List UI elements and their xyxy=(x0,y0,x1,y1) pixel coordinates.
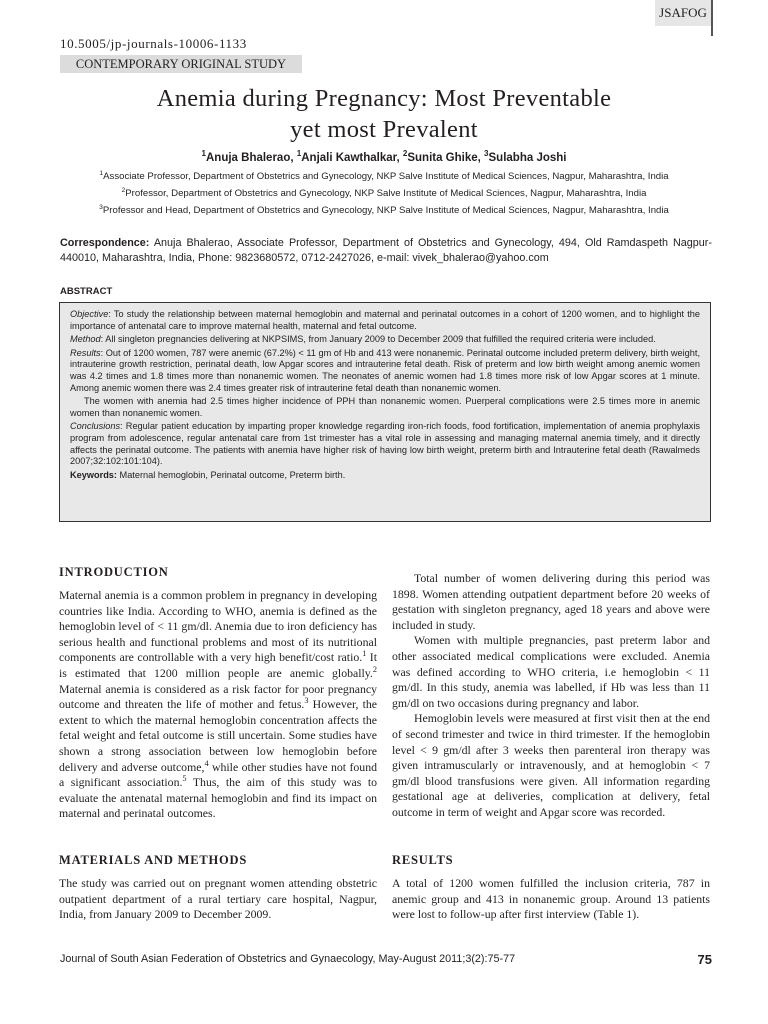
introduction-body xyxy=(59,588,377,822)
doi: 10.5005/jp-journals-10006-1133 xyxy=(60,36,247,51)
affiliation-sup: 2 xyxy=(121,186,126,194)
affiliation xyxy=(60,188,708,199)
author-sup: 2 xyxy=(402,149,408,159)
affiliation-sup: 1 xyxy=(99,169,104,177)
author-name: Sulabha Joshi xyxy=(488,152,567,164)
author-sup: 3 xyxy=(484,149,489,159)
methods-paragraph: Total number of women delivering during this period was 1898. Women attending outpatient department before 20 weeks of gestation with singleton pregnancy, aged 18 years and above were included in study. xyxy=(392,571,710,632)
methods-body xyxy=(59,876,377,923)
conclusions-text: : Regular patient education by imparting proper knowledge regarding iron-rich foods, food fortification, implementation of anemia prophylaxis program from adolescence, regular antenatal care from 1st trimester has a vital role in assessing and managing maternal anemia timely, and it directly affects the perinatal outcome. The patients with anemia have higher risk of having low birth weight, preterm birth and Intrauterine fetal death (Rawalmeds 2007;32:102:101:104). xyxy=(70,421,700,467)
results-text: : Out of 1200 women, 787 were anemic (67.2%) < 11 gm of Hb and 413 were nonanemic. Perinatal outcome included preterm delivery, birth weight, intrauterine growth restriction, perinatal death, low Apgar scores and intrauterine fetal death. Risk of preterm and low birth weight among anemic women was 4.2 times and 1.8 times more than nonanemic women. The neonates of anemic women had 1.8 times more risk of low Apgar scores at 1 minute. Among anemic women there was 2.4 times greater risk of intrauterine fetal death than nonanemic women. xyxy=(70,347,700,393)
affiliation xyxy=(60,205,708,216)
author-list: $^1$Anuja Bhalerao, $^1$Anjali Kawthalkar, $^2$Sunita Ghike, $^3$Sulabha Joshi xyxy=(201,149,567,164)
citation-ref: 2 xyxy=(372,665,377,675)
citation-ref: 5 xyxy=(182,774,187,784)
keywords-text: Maternal hemoglobin, Perinatal outcome, Preterm birth. xyxy=(119,469,346,480)
intro-text: Thus, the aim of this study was to evaluate the antenatal maternal hemoglobin and find its impact on maternal and perinatal outcomes. xyxy=(59,775,377,821)
intro-text: while other studies have not found a significant association. xyxy=(59,759,377,790)
journal-citation: Journal of South Asian Federation of Obstetrics and Gynaecology, May-August 2011;3(2):75-77 xyxy=(60,953,516,965)
title-line-1: Anemia during Pregnancy: Most Preventable xyxy=(156,85,612,112)
abstract-conclusions xyxy=(70,421,700,467)
abstract-results-2: The women with anemia had 2.5 times higher incidence of PPH than nonanemic women. Puerperal complications were 2.5 times more in anemic women than nonanemic women. xyxy=(70,396,700,418)
results-heading: RESULTS xyxy=(392,853,454,867)
author-name: Sunita Ghike xyxy=(407,152,478,164)
intro-text: Maternal anemia is a common problem in pregnancy in developing countries like India. According to WHO, anemia is defined as the hemoglobin level of < 11 gm/dl. Anemia due to iron deficiency has serious health and functional problems and most of its nutritional components are controllable with a very high benefit/cost ratio. xyxy=(59,588,377,665)
objective-label: Objective xyxy=(70,309,109,319)
introduction-paragraph xyxy=(59,588,377,822)
method-label: Method xyxy=(70,334,101,345)
affiliation xyxy=(60,171,708,182)
keywords-label: Keywords: xyxy=(70,469,117,480)
conclusions-label: Conclusions xyxy=(70,421,121,432)
methods-paragraph: The study was carried out on pregnant women attending obstetric outpatient department of a rural tertiary care hospital, Nagpur, India, from January 2009 to December 2009. xyxy=(59,876,377,922)
title-line-2: yet most Prevalent xyxy=(290,116,478,143)
intro-text: It is estimated that 1200 million people are anemic globally. xyxy=(59,650,377,680)
author-sup: 1 xyxy=(201,149,206,159)
methods-heading: MATERIALS AND METHODS xyxy=(59,853,248,867)
author-name: Anuja Bhalerao xyxy=(206,152,291,164)
methods-paragraph: Hemoglobin levels were measured at first visit then at the end of second trimester and twice in third trimester. If the hemoglobin level < 9 gm/dl after 3 weeks then parenteral iron therapy was given intramuscularly or intravenously, and at hemoglobin < 7 gm/dl blood transfusions were given. All information regarding gestational age at deliveries, complication at delivery, fetal outcome in term of weight and Apgar score was recorded. xyxy=(392,711,710,819)
abstract-keywords xyxy=(70,470,700,482)
abstract-results xyxy=(70,348,700,394)
intro-text: Maternal anemia is considered as a risk factor for poor pregnancy outcome and threaten the life of mother and fetus. xyxy=(59,681,377,712)
page-footer xyxy=(60,953,712,965)
objective-text: : To study the relationship between maternal hemoglobin and maternal and perinatal outcomes in a cohort of 1200 women, and to highlight the importance of antenatal care to improve maternal health, maternal and fetal outcome. xyxy=(70,309,700,331)
affiliation-text: Associate Professor, Department of Obstetrics and Gynecology, NKP Salve Institute of Medical Sciences, Nagpur, Maharashtra, India xyxy=(103,171,669,182)
correspondence-text: Anuja Bhalerao, Associate Professor, Department of Obstetrics and Gynecology, 494, Old Ramdaspeth Nagpur-440010, Maharashtra, India, Phone: 9823680572, 0712-2427026, e-mail: vivek_bhalerao@yahoo.com xyxy=(60,237,713,264)
results-body xyxy=(392,876,710,923)
journal-tag-rule xyxy=(711,0,713,36)
citation-ref: 1 xyxy=(362,649,367,659)
study-type-banner: CONTEMPORARY ORIGINAL STUDY xyxy=(60,55,302,73)
methods-continued xyxy=(392,571,710,821)
citation-ref: 3 xyxy=(304,696,309,706)
author-sup: 1 xyxy=(296,149,302,159)
method-text: : All singleton pregnancies delivering at NKPSIMS, from January 2009 to December 2009 that fulfilled the required criteria were included. xyxy=(100,334,656,345)
page-title xyxy=(60,83,708,145)
introduction-heading: INTRODUCTION xyxy=(59,565,169,579)
abstract-objective xyxy=(70,309,700,332)
abstract-method xyxy=(70,334,700,346)
affiliation-text: Professor and Head, Department of Obstetrics and Gynecology, NKP Salve Institute of Medical Sciences, Nagpur, Maharashtra, India xyxy=(102,205,669,216)
abstract-box xyxy=(59,302,711,522)
methods-paragraph: Women with multiple pregnancies, past preterm labor and other associated medical complications were excluded. Anemia was defined according to WHO criteria, i.e hemoglobin < 11 gm/dl. In this study, anemia was labelled, if Hb was less than 11 gm/dl on two occasions during pregnancy and labor. xyxy=(392,633,710,710)
journal-tag: JSAFOG xyxy=(655,0,711,26)
abstract-heading: ABSTRACT xyxy=(60,286,113,297)
intro-text: However, the extent to which the maternal hemoglobin concentration affects the fetal weight and fetal outcome is still uncertain. Some studies have shown a strong association between low hemoglobin before delivery and adverse outcome, xyxy=(59,697,377,774)
results-paragraph: A total of 1200 women fulfilled the inclusion criteria, 787 in anemic group and 413 in nonanemic group. Around 13 patients were lost to follow-up after first interview (Table 1). xyxy=(392,876,710,922)
results-label: Results xyxy=(70,347,101,358)
page-number: 75 xyxy=(697,952,712,967)
citation-ref: 4 xyxy=(204,758,209,768)
correspondence-label: Correspondence: xyxy=(60,237,150,249)
author-name: Anjali Kawthalkar xyxy=(301,152,397,164)
correspondence xyxy=(60,236,712,266)
affiliation-sup: 3 xyxy=(99,203,103,211)
affiliation-text: Professor, Department of Obstetrics and Gynecology, NKP Salve Institute of Medical Sciences, Nagpur, Maharashtra, India xyxy=(125,188,647,199)
